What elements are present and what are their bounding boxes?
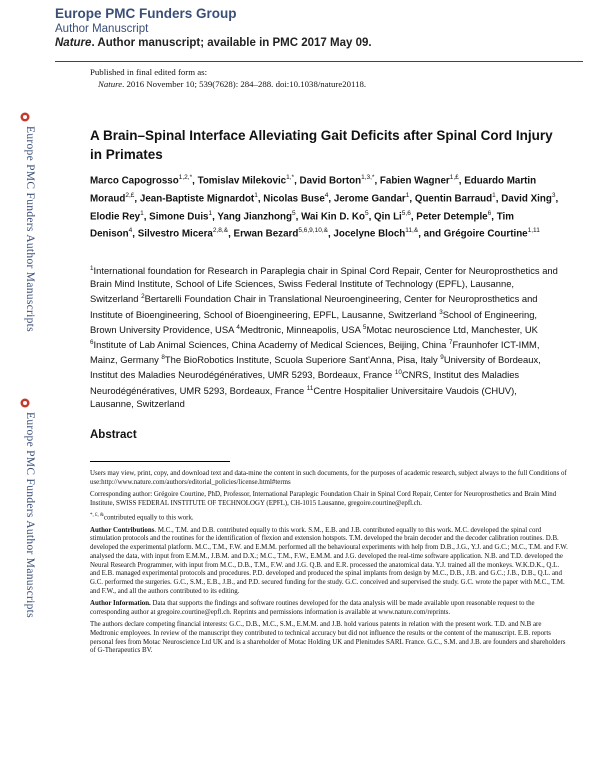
- abstract-heading: Abstract: [90, 429, 137, 441]
- affiliation-text: CNRS, Institut des Maladies Neurodégénératives, UMR 5293, Bordeaux, France: [90, 369, 520, 396]
- affiliation-number: 2: [141, 293, 145, 301]
- affiliation-number: 3: [439, 308, 443, 316]
- affiliation-number: 9: [440, 354, 444, 362]
- sidebar-label-bottom: Europe PMC Funders Author Manuscripts: [24, 412, 36, 618]
- equal-contribution: [90, 512, 570, 523]
- funders-group-label: Europe PMC Funders Group: [55, 6, 237, 21]
- contrib-label: Author Contributions: [90, 526, 155, 534]
- article-title: A Brain–Spinal Interface Alleviating Gait Deficits after Spinal Cord Injury in Primates: [90, 128, 553, 162]
- author-affiliation-mark: 1,11: [527, 227, 540, 235]
- author-affiliation-mark: 6: [487, 209, 492, 217]
- affiliation-number: 1: [90, 265, 94, 272]
- affiliation-number: 4: [236, 323, 240, 331]
- author-affiliation-mark: 5: [292, 209, 296, 217]
- authors-and: and: [423, 228, 442, 240]
- published-label: Published in final edited form as:: [90, 67, 208, 77]
- affiliation-number: 10: [394, 369, 402, 377]
- author-name: Jocelyne Bloch: [333, 228, 406, 240]
- affiliation-number: 5: [362, 323, 367, 331]
- author-name: Tim Denison: [90, 210, 514, 240]
- affiliation-text: Medtronic, Minneapolis, USA: [239, 323, 361, 335]
- affiliation-text: The BioRobotics Institute, Scuola Superiore Sant'Anna, Pisa, Italy: [164, 354, 438, 366]
- author-affiliation-mark: 1,2,*: [178, 174, 193, 181]
- author-affiliation-mark: 3: [551, 191, 556, 199]
- author-manuscript-label: Author Manuscript: [55, 23, 149, 35]
- footnotes: [90, 470, 570, 660]
- citation-journal: Nature: [98, 79, 123, 89]
- author-list: Marco Capogrosso$^{1,2,*}$, Tomislav Milekovic$^{1,*}$, David Borton$^{1,3,*}$, Fabien Wagner$^{1,£}$, Eduardo Martin Moraud$^{2,£}$, Jean-Baptiste Mignardot$^1$, Nicolas Buse$^4$, Jerome Gandar$^1$, Quentin Barraud$^1$, David Xing$^3$, Elodie Rey$^1$, Simone Duis$^1$, Yang Jianzhong$^5$, Wai Kin D. Ko$^5$, Qin Li$^{5,6}$, Peter Detemple$^6$, Tim Denison$^4$, Silvestro Micera$^{2,8,\&}$, Erwan Bezard$^{5,6,9,10,\&}$, Jocelyne Bloch$^{11,\&}$, and Grégoire Courtine$^{1,11}$: [90, 174, 559, 240]
- availability-text: . Author manuscript; available in PMC 2017 May 09.: [91, 37, 372, 49]
- equal-marks: *, £, &: [90, 513, 104, 518]
- author-affiliation-mark: 2,£: [125, 191, 135, 199]
- running-header: [55, 6, 575, 50]
- author-name: Marco Capogrosso: [90, 175, 179, 187]
- sidebar-label-top: Europe PMC Funders Author Manuscripts: [24, 126, 36, 332]
- journal-name: Nature: [55, 37, 92, 49]
- info-text: Data that supports the findings and software routines developed for the data analysis will be made available upon reasonable request to the corresponding author at gregoire.courtine@epfl.ch. Reprints and permissions information is available at www.nature.com/reprints.: [90, 600, 535, 616]
- author-affiliation-mark: 1,£: [449, 174, 459, 181]
- author-name: Erwan Bezard: [233, 228, 299, 240]
- europe-pmc-logo-icon: [20, 398, 30, 408]
- author-name: Eduardo Martin Moraud: [90, 175, 537, 205]
- author-name: Fabien Wagner: [379, 175, 450, 187]
- citation-text: . 2016 November 10; 539(7628): 284–288. doi:10.1038/nature20118.: [122, 79, 367, 89]
- affiliation-number: 6: [90, 338, 94, 346]
- author-affiliation-mark: 5,6,9,10,&: [298, 227, 328, 235]
- affiliation-text: School of Engineering, Brown University Providence, USA: [90, 308, 538, 335]
- author-name: Wai Kin D. Ko: [301, 210, 365, 222]
- author-name: Tomislav Milekovic: [197, 175, 287, 187]
- author-affiliation-mark: 1,*: [286, 174, 295, 181]
- author-affiliation-mark: 5,6: [401, 209, 411, 217]
- competing-interests: The authors declare competing financial interests: G.C., D.B., M.C., S.M., E.M.M. and J.B. hold various patents in relation with the present work. T.D. and N.B are Medtronic employees. In review of the manuscript they contributed to technical accuracy but did not influence the results or the content of the manuscript. E.B. reports personal fees from Motac Neuroscience Ltd UK and is a shareholder of Motac Holding UK and Plenitudes SARL France. G.C., S.M. and J.B. are founders and shareholders of G-Therapeutics BV.: [90, 621, 566, 655]
- affiliation-number: 8: [161, 354, 165, 362]
- author-contributions: Author Contributions. M.C., T.M. and D.B. contributed equally to this work. S.M., E.B. and J.B. contributed equally to this work. M.C. developed the spinal cord stimulation protocols and the routines for the identification of flexion and extension hotspots. T.M. developed the brain decoder and the decoder calibration routines. D.B. developed the experimental platform. M.C., T.M., F.W. and E.M.M. performed all the behavioural experiments with help from D.B., J.G., Y.J. and G.C.; M.C., T.M. and F.W. analysed the data, with input from E.M.M., J.B.M. and D.X.; M.C., T.M., F.W., E.M.M. and J.G. developed the real-time software application. N.B. and T.D. developed the Neural Research Programmer, with input from M.C., D.B., T.M., F.W. and J.G. Q.B. and E.R. processed the anatomical data. Y.J. trained all the monkeys. W.K.D.K., Q.L. and E.B. managed experimental protocols and procedures. P.D. developed and produced the spinal implants from design by M.C., D.B., J.B. and G.C.; J.B., D.B., Q.L. and G.C. performed the surgeries. G.C., S.M., E.B., J.B., and P.D. secured funding for the study. G.C. conceived and supervised the study. G.C. wrote the paper with M.C., T.M. and F.W., and all the authors contributed to its editing.: [90, 526, 568, 595]
- author-affiliation-mark: 1: [405, 191, 410, 199]
- author-affiliation-mark: 1: [492, 191, 496, 199]
- affiliation-number: 7: [448, 338, 453, 346]
- author-name: David Xing: [501, 193, 552, 205]
- author-name: David Borton: [299, 175, 362, 187]
- author-affiliation-mark: 1: [140, 209, 144, 217]
- author-name: Grégoire Courtine: [443, 228, 528, 240]
- author-name: Jerome Gandar: [333, 193, 406, 205]
- author-name: Qin Li: [374, 210, 402, 222]
- europe-pmc-logo-icon: [20, 112, 30, 122]
- publication-info: [90, 66, 366, 90]
- author-affiliation-mark: 2,8,&: [212, 227, 229, 235]
- author-name: Elodie Rey: [90, 210, 141, 222]
- affiliation-text: Motac neuroscience Ltd, Manchester, UK: [366, 323, 538, 335]
- author-name: Jean-Baptiste Mignardot: [139, 193, 255, 205]
- corresponding-author: Corresponding author: Grégoire Courtine, PhD, Professor, International Paraplegic Foundation Chair in Spinal Cord Repair, Center for Neuroprosthetics and Brain Mind Institute, SWISS FEDERAL INSTITUTE OF TECHNOLOGY (EPFL), CH-1015 Lausanne, gregoire.courtine@epfl.ch.: [90, 491, 557, 507]
- author-name: Nicolas Buse: [263, 193, 325, 205]
- citation-line: [90, 78, 366, 90]
- author-name: Simone Duis: [149, 210, 209, 222]
- availability-line: [55, 36, 575, 50]
- author-affiliation-mark: 4: [324, 191, 329, 199]
- author-name: Silvestro Micera: [137, 228, 213, 240]
- equal-text: contributed equally to this work.: [103, 514, 194, 522]
- header-rule: [55, 61, 583, 62]
- terms-of-use: Users may view, print, copy, and download text and data-mine the content in such documents, for the purposes of academic research, subject always to the full Conditions of use:http://www.nature.com/authors/editorial_policies/license.html#terms: [90, 470, 567, 486]
- affiliation-text: Fraunhofer ICT-IMM, Mainz, Germany: [90, 339, 540, 366]
- author-information: [90, 600, 570, 618]
- author-affiliation-mark: 5: [364, 209, 369, 217]
- author-affiliation-mark: 1: [254, 191, 258, 199]
- author-name: Peter Detemple: [416, 210, 488, 222]
- author-affiliation-mark: 1: [208, 209, 213, 217]
- author-name: Yang Jianzhong: [217, 210, 292, 222]
- footnote-rule: [90, 461, 230, 462]
- affiliation-text: Centre Hospitalier Universitaire Vaudois (CHUV), Lausanne, Switzerland: [90, 384, 517, 409]
- contrib-text: M.C., T.M. and D.B. contributed equally to this work. S.M., E.B. and J.B. contributed equally to this work. M.C. developed the spinal cord stimulation protocols and the routines for the identification of flexion and extension hotspots. T.M. developed the brain decoder and the decoder calibration routines. D.B. developed the experimental platform. M.C., T.M., F.W. and E.M.M. performed all the behavioural experiments with help from D.B., J.G., Y.J. and G.C.; M.C., T.M. and F.W. analysed the data, with input from E.M.M., J.B.M. and D.X.; M.C., T.M., F.W., E.M.M. and J.G. developed the real-time software application. N.B. and T.D. developed the Neural Research Programmer, with input from M.C., D.B., T.M., F.W. and J.G. Q.B. and E.R. processed the anatomical data. Y.J. trained all the monkeys. W.K.D.K., Q.L. and E.B. managed experimental protocols and procedures. P.D. developed and produced the spinal implants from design by M.C., D.B., J.B. and G.C.; J.B., D.B., Q.L. and G.C. performed the surgeries. G.C., S.M., E.B., J.B., and P.D. secured funding for the study. G.C. conceived and supervised the study. G.C. wrote the paper with M.C., T.M. and F.W., and all the authors contributed to its editing.: [90, 526, 568, 595]
- author-affiliation-mark: 11,&: [405, 227, 419, 235]
- author-name: Quentin Barraud: [414, 193, 493, 205]
- affiliation-text: University of Bordeaux, Institut des Maladies Neurodégénératives, UMR 5293, Bordeaux, France: [90, 354, 541, 381]
- affiliation-text: Institute of Lab Animal Sciences, China Academy of Medical Sciences, Beijing, China: [93, 339, 447, 351]
- info-label: Author Information.: [90, 600, 151, 608]
- affiliation-text: Bertarelli Foundation Chair in Translational Neuroengineering, Center for Neuroprosthetics and Institute of Bioengineering, School of Bioengineering, EPFL, Lausanne, Switzerland: [90, 293, 538, 320]
- author-affiliation-mark: 1,3,*: [361, 174, 375, 181]
- affiliations: [90, 262, 560, 410]
- author-affiliation-mark: 4: [128, 227, 133, 235]
- affiliation-number: 11: [306, 384, 314, 392]
- affiliation-text: International foundation for Research in Paraplegia chair in Spinal Cord Repair, Center for Neuroprosthetics and Brain Mind Institute, School of Life Sciences, Swiss Federal Institute of Technology (EPFL), Lausanne, Switzerland: [90, 265, 558, 305]
